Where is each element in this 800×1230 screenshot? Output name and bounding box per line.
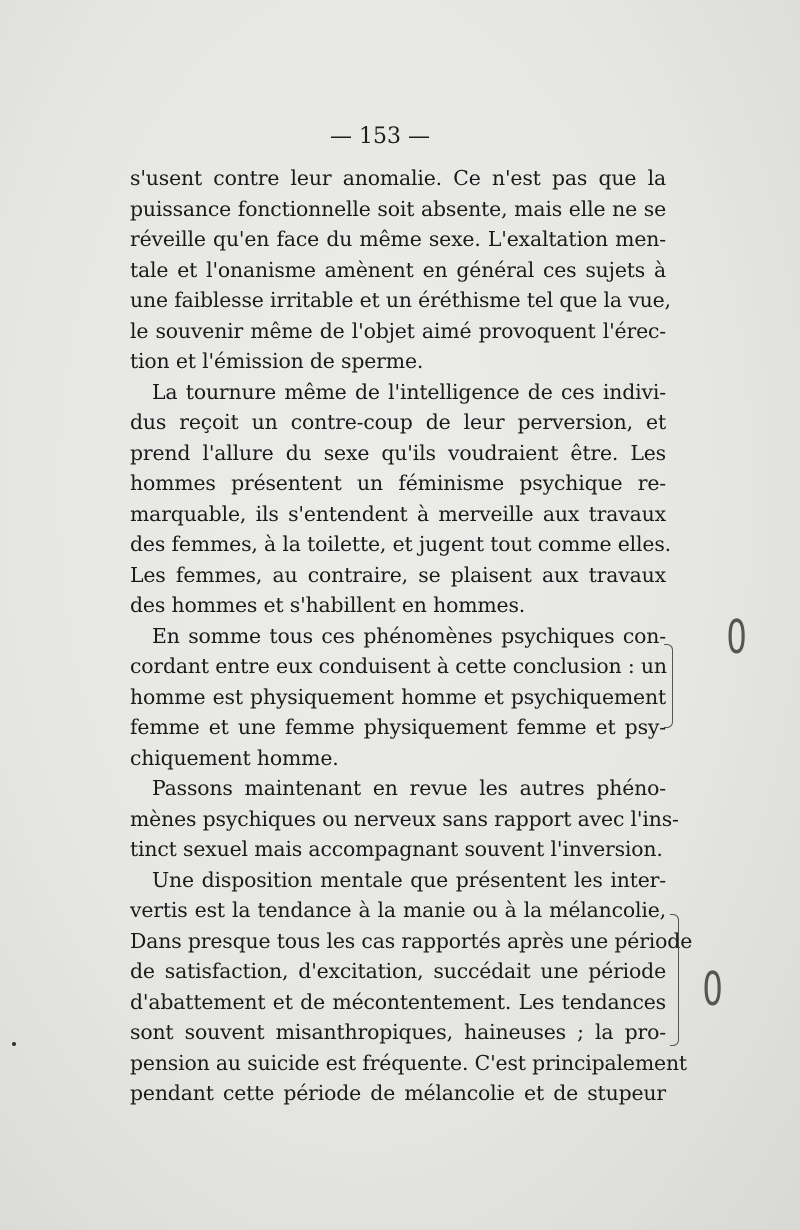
text-line: pendant cette période de mélancolie et de stupeur — [130, 1081, 666, 1105]
margin-mark-upper: 0 — [726, 610, 747, 664]
margin-mark-lower: 0 — [702, 962, 723, 1016]
text-line: pension au suicide est fréquente. C'est principalement — [130, 1050, 687, 1075]
paragraph-4 — [130, 773, 679, 865]
text-line: chiquement homme. — [130, 745, 339, 770]
text-line: le souvenir même de l'objet aimé provoquent l'érec- — [130, 318, 666, 343]
text-line: mènes psychiques ou nerveux sans rapport avec l'ins- — [130, 806, 679, 831]
text-line: réveille qu'en face du même sexe. L'exaltation men- — [130, 227, 666, 251]
text-line: tinct sexuel mais accompagnant souvent l'inversion. — [130, 837, 663, 861]
text-line: Les femmes, au contraire, se plaisent aux travaux — [130, 562, 666, 587]
text-line: Dans presque tous les cas rapportés après une période — [130, 928, 693, 953]
text-line: La tournure même de l'intelligence de ces indivi- — [152, 379, 666, 404]
text-line: homme est physiquement homme et psychiquement — [130, 684, 666, 709]
text-line: vertis est la tendance à la manie ou à la mélancolie, — [130, 898, 666, 922]
text-line: d'abattement et de mécontentement. Les tendances — [130, 989, 666, 1014]
text-line: dus reçoit un contre-coup de leur perversion, et — [130, 410, 666, 434]
text-line: tale et l'onanisme amènent en général ces sujets à — [130, 257, 666, 282]
text-line: hommes présentent un féminisme psychique re- — [130, 471, 666, 495]
paragraph-2 — [130, 377, 671, 621]
page-number: — 153 — — [330, 124, 430, 149]
text-line: femme et une femme physiquement femme et psy- — [130, 715, 666, 739]
text-line: Passons maintenant en revue les autres phéno- — [152, 776, 666, 800]
text-line: cordant entre eux conduisent à cette conclusion : un — [130, 654, 667, 678]
text-line: tion et l'émission de sperme. — [130, 349, 424, 373]
text-line: En somme tous ces phénomènes psychiques con- — [152, 623, 666, 648]
text-line: de satisfaction, d'excitation, succédait une période — [130, 959, 666, 983]
text-line: sont souvent misanthropiques, haineuses ; la pro- — [130, 1020, 666, 1044]
text-line: s'usent contre leur anomalie. Ce n'est pas que la — [130, 166, 666, 190]
text-line: marquable, ils s'entendent à merveille aux travaux — [130, 501, 666, 526]
text-line: Une disposition mentale que présentent les inter- — [152, 867, 666, 892]
body-text — [130, 163, 693, 1109]
text-line: des femmes, à la toilette, et jugent tout comme elles. — [130, 532, 671, 556]
paragraph-3 — [130, 621, 666, 774]
text-line: des hommes et s'habillent en hommes. — [130, 593, 526, 617]
margin-bracket-upper — [664, 644, 673, 728]
text-line: puissance fonctionnelle soit absente, mais elle ne se — [130, 196, 666, 221]
text-line: une faiblesse irritable et un éréthisme tel que la vue, — [130, 288, 671, 312]
margin-bracket-lower — [670, 914, 679, 1046]
paragraph-5 — [130, 865, 693, 1109]
text-line: prend l'allure du sexe qu'ils voudraient être. Les — [130, 440, 666, 465]
margin-dot — [12, 1042, 16, 1046]
paragraph-1 — [130, 163, 671, 377]
